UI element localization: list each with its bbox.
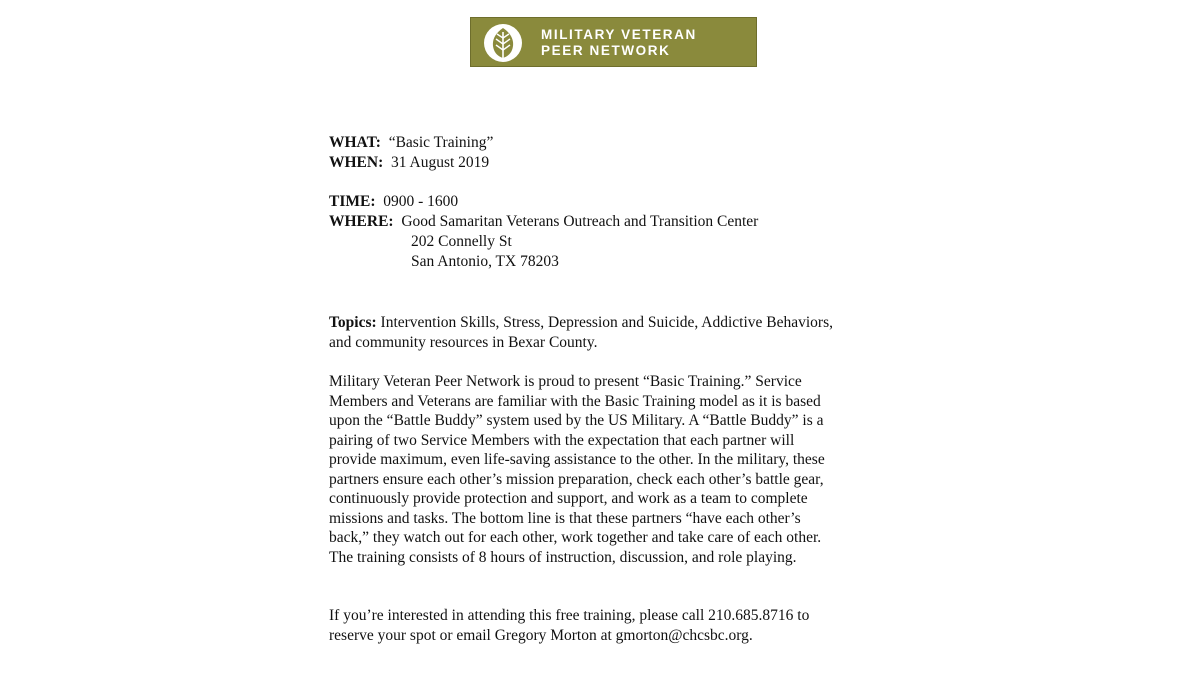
contact-paragraph bbox=[329, 606, 894, 645]
when-row bbox=[329, 153, 489, 173]
description-line: partners ensure each other’s mission preparation, check each other’s battle gear, bbox=[329, 470, 824, 488]
logo-line-1: MILITARY VETERAN bbox=[541, 27, 697, 42]
contact-line-1: If you’re interested in attending this free training, please call 210.685.8716 to bbox=[329, 607, 810, 624]
what-value: “Basic Training” bbox=[388, 134, 494, 151]
topics-label: Topics: bbox=[329, 314, 377, 331]
organization-logo bbox=[470, 17, 757, 67]
when-label: WHEN: bbox=[329, 154, 384, 171]
description-line: The training consists of 8 hours of instruction, discussion, and role playing. bbox=[329, 548, 797, 566]
topics-text-2: and community resources in Bexar County. bbox=[329, 333, 598, 351]
topics-paragraph bbox=[329, 313, 894, 352]
description-line: back,” they watch out for each other, work together and take care of each other. bbox=[329, 529, 822, 546]
topics-text-1: Intervention Skills, Stress, Depression and Suicide, Addictive Behaviors, bbox=[380, 314, 833, 331]
what-label: WHAT: bbox=[329, 134, 381, 151]
description-line: pairing of two Service Members with the expectation that each partner will bbox=[329, 431, 795, 449]
time-value: 0900 - 1600 bbox=[383, 193, 459, 210]
logo-wordmark bbox=[541, 27, 697, 59]
where-street: 202 Connelly St bbox=[411, 233, 512, 250]
time-label: TIME: bbox=[329, 193, 376, 210]
where-city: San Antonio, TX 78203 bbox=[411, 253, 559, 270]
leaf-icon bbox=[483, 23, 523, 63]
description-line: Members and Veterans are familiar with the Basic Training model as it is based bbox=[329, 392, 821, 410]
where-label: WHERE: bbox=[329, 213, 394, 230]
where-venue: Good Samaritan Veterans Outreach and Transition Center bbox=[401, 213, 759, 230]
description-line: Military Veteran Peer Network is proud to present “Basic Training.” Service bbox=[329, 373, 802, 390]
description-line: missions and tasks. The bottom line is that these partners “have each other’s bbox=[329, 509, 801, 527]
description-paragraph bbox=[329, 372, 894, 567]
description-line: provide maximum, even life-saving assistance to the other. In the military, these bbox=[329, 451, 825, 468]
when-value: 31 August 2019 bbox=[391, 154, 490, 171]
description-line: continuously provide protection and support, and work as a team to complete bbox=[329, 490, 808, 507]
time-row bbox=[329, 192, 458, 212]
logo-line-2: PEER NETWORK bbox=[541, 43, 671, 58]
where-row bbox=[329, 212, 758, 232]
contact-line-2: reserve your spot or email Gregory Morton at gmorton@chcsbc.org. bbox=[329, 626, 753, 644]
description-line: upon the “Battle Buddy” system used by the US Military. A “Battle Buddy” is a bbox=[329, 412, 824, 429]
what-row bbox=[329, 133, 493, 153]
